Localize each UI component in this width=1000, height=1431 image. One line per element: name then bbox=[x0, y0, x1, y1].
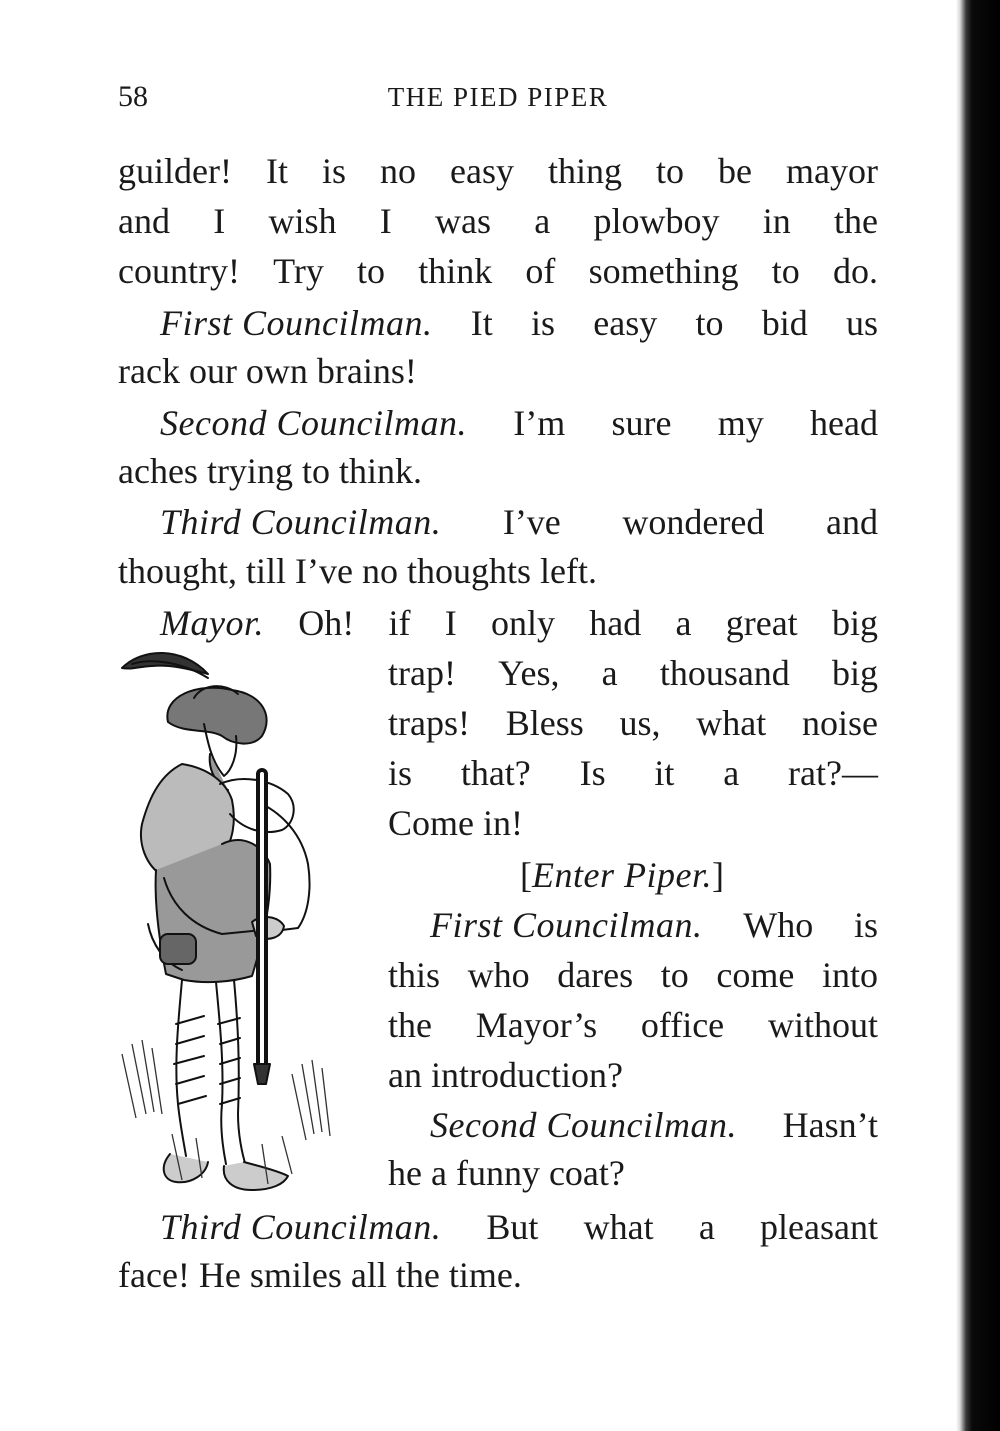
text-line: he a funny coat? bbox=[388, 1153, 625, 1193]
word: It bbox=[265, 151, 288, 191]
word: a bbox=[601, 653, 618, 693]
word: trap! bbox=[388, 653, 456, 693]
word: to bbox=[695, 303, 724, 343]
word: easy bbox=[593, 303, 658, 343]
speaker-name: Second Councilman. bbox=[430, 1105, 737, 1145]
text-line bbox=[118, 246, 878, 296]
word: sure bbox=[611, 403, 672, 443]
word: wondered bbox=[622, 502, 765, 542]
word: is bbox=[388, 753, 413, 793]
word: to bbox=[655, 151, 684, 191]
word: my bbox=[717, 403, 764, 443]
word: was bbox=[435, 201, 491, 241]
word: wish bbox=[268, 201, 337, 241]
page-header bbox=[118, 80, 878, 120]
word: Yes, bbox=[498, 653, 560, 693]
word: head bbox=[810, 403, 878, 443]
word: think bbox=[418, 251, 493, 291]
text-line: Come in! bbox=[388, 803, 523, 843]
word: to bbox=[357, 251, 386, 291]
word: traps! bbox=[388, 703, 470, 743]
word: Who bbox=[743, 905, 814, 945]
word: the bbox=[834, 201, 878, 241]
word: had bbox=[589, 603, 642, 643]
dialogue-line bbox=[160, 497, 878, 547]
word: is bbox=[530, 303, 555, 343]
word: I bbox=[444, 603, 457, 643]
page-number: 58 bbox=[118, 80, 148, 113]
text-line bbox=[388, 1000, 878, 1050]
word: it bbox=[654, 753, 675, 793]
word: no bbox=[379, 151, 416, 191]
word: only bbox=[491, 603, 556, 643]
word: Hasn’t bbox=[782, 1105, 878, 1145]
word: do. bbox=[832, 251, 878, 291]
word: something bbox=[588, 251, 739, 291]
word: big bbox=[831, 653, 878, 693]
speaker-name: Third Councilman. bbox=[160, 502, 442, 542]
word: I bbox=[213, 201, 226, 241]
book-spine-shadow bbox=[956, 0, 1000, 1431]
word: thing bbox=[547, 151, 622, 191]
word: a bbox=[723, 753, 740, 793]
text-line bbox=[388, 648, 878, 698]
word: guilder! bbox=[118, 151, 232, 191]
word: easy bbox=[449, 151, 514, 191]
word: and bbox=[118, 201, 170, 241]
speaker-name: First Councilman. bbox=[160, 303, 433, 343]
dialogue-line bbox=[430, 900, 878, 950]
word: big bbox=[831, 603, 878, 643]
word: Mayor’s bbox=[475, 1005, 598, 1045]
dialogue-line bbox=[160, 298, 878, 348]
word: dares bbox=[557, 955, 634, 995]
text-line: face! He smiles all the time. bbox=[118, 1255, 522, 1295]
word: great bbox=[725, 603, 798, 643]
word: noise bbox=[801, 703, 878, 743]
word: to bbox=[660, 955, 689, 995]
word: It bbox=[470, 303, 493, 343]
speaker-name: Mayor. bbox=[160, 603, 264, 643]
speaker-name: Second Councilman. bbox=[160, 403, 467, 443]
word: to bbox=[771, 251, 800, 291]
text-line: thought, till I’ve no thoughts left. bbox=[118, 551, 597, 591]
dialogue-line bbox=[160, 1202, 878, 1252]
word: who bbox=[467, 955, 530, 995]
word: into bbox=[821, 955, 878, 995]
stage-direction: [Enter Piper.] bbox=[520, 855, 724, 895]
word: what bbox=[696, 703, 767, 743]
pied-piper-illustration bbox=[112, 644, 368, 1200]
text-line bbox=[388, 698, 878, 748]
word: country! bbox=[118, 251, 240, 291]
dialogue-line bbox=[160, 398, 878, 448]
word: Oh! bbox=[298, 603, 355, 643]
word: a bbox=[698, 1207, 715, 1247]
text-line bbox=[118, 196, 878, 246]
word: this bbox=[388, 955, 441, 995]
word: pleasant bbox=[760, 1207, 878, 1247]
speaker-name: First Councilman. bbox=[430, 905, 703, 945]
text-line bbox=[118, 146, 878, 196]
word: that? bbox=[460, 753, 531, 793]
word: Bless bbox=[505, 703, 584, 743]
word: and bbox=[826, 502, 878, 542]
speaker-name: Third Councilman. bbox=[160, 1207, 442, 1247]
dialogue-line bbox=[160, 598, 878, 648]
word: mayor bbox=[785, 151, 878, 191]
text-line: rack our own brains! bbox=[118, 351, 417, 391]
text-line bbox=[388, 748, 878, 798]
word: is bbox=[321, 151, 346, 191]
word: But bbox=[486, 1207, 539, 1247]
text-line: aches trying to think. bbox=[118, 451, 422, 491]
word: office bbox=[640, 1005, 725, 1045]
word: Try bbox=[273, 251, 324, 291]
word: be bbox=[717, 151, 752, 191]
word: the bbox=[388, 1005, 432, 1045]
dialogue-line bbox=[430, 1100, 878, 1150]
word: plowboy bbox=[593, 201, 720, 241]
word: thousand bbox=[659, 653, 790, 693]
word: us bbox=[845, 303, 878, 343]
word: is bbox=[853, 905, 878, 945]
word: in bbox=[762, 201, 791, 241]
text-line bbox=[388, 950, 878, 1000]
word: what bbox=[583, 1207, 654, 1247]
word: a bbox=[675, 603, 692, 643]
word: us, bbox=[619, 703, 661, 743]
word: Is bbox=[579, 753, 606, 793]
word: if bbox=[388, 603, 411, 643]
running-title: THE PIED PIPER bbox=[387, 82, 609, 112]
word: I’ve bbox=[502, 502, 561, 542]
word: I bbox=[379, 201, 392, 241]
text-line: an introduction? bbox=[388, 1055, 623, 1095]
word: rat?— bbox=[788, 753, 878, 793]
word: without bbox=[767, 1005, 878, 1045]
word: a bbox=[534, 201, 551, 241]
word: bid bbox=[761, 303, 808, 343]
word: I’m bbox=[513, 403, 566, 443]
word: of bbox=[525, 251, 556, 291]
word: come bbox=[716, 955, 795, 995]
